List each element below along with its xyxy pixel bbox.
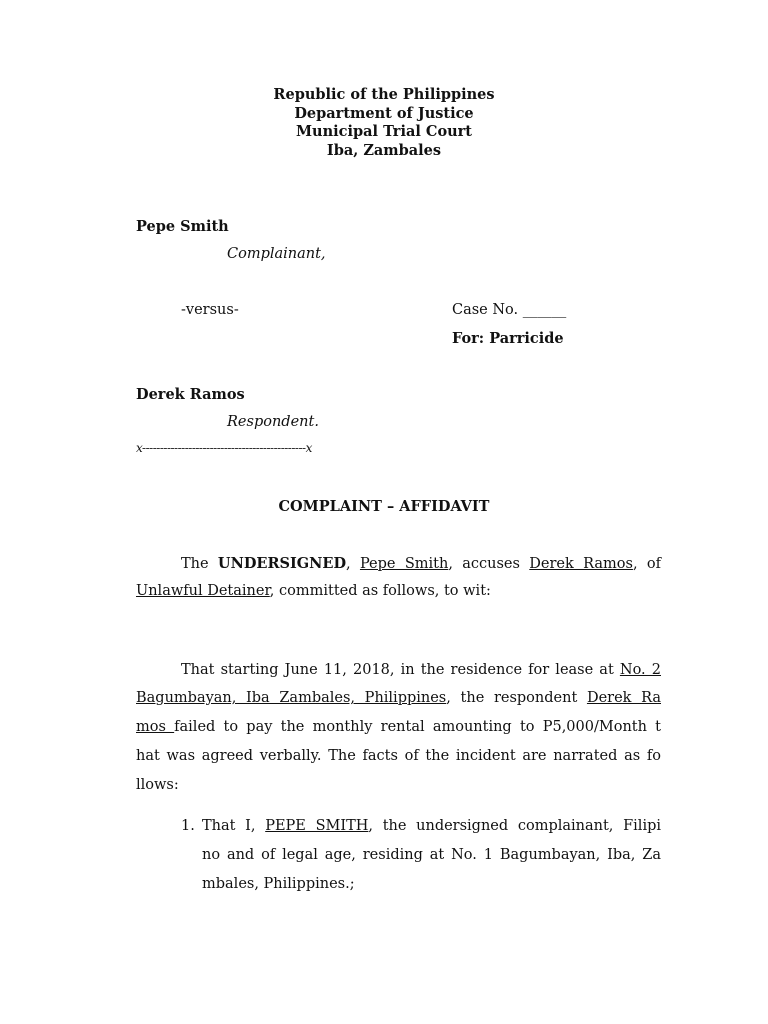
intro-offense: Unlawful Detainer (136, 583, 270, 599)
item-1-line-3: mbales, Philippines.; (202, 876, 355, 892)
header-republic: Republic of the Philippines (273, 86, 495, 103)
header-location: Iba, Zambales (326, 141, 442, 159)
complainant-name: Pepe Smith (136, 218, 229, 235)
court-header (0, 86, 768, 160)
facts-line-1: That starting June 11, 2018, in the residence for lease at No. 2 (181, 662, 661, 678)
item-1-line-1: That I, PEPE SMITH, the undersigned complainant, Filipi (202, 818, 661, 834)
case-number: Case No. ______ (452, 302, 567, 318)
respondent-role: Respondent. (227, 414, 319, 430)
item-1-line-2: no and of legal age, residing at No. 1 Bagumbayan, Iba, Za (202, 847, 661, 863)
lease-address: No. 2 (619, 662, 661, 678)
respondent-name: Derek Ramos (136, 386, 245, 403)
facts-line-3: mos failed to pay the monthly rental amounting to P5,000/Month t (136, 719, 661, 735)
intro-line-2: Unlawful Detainer, committed as follows, to wit: (136, 583, 491, 599)
facts-respondent-cont: mos (136, 719, 175, 735)
caption-separator: x----------------------------------------------x (136, 441, 312, 455)
header-court: Municipal Trial Court (296, 123, 472, 140)
complainant-role: Complainant, (227, 246, 326, 262)
versus-label: -versus- (181, 302, 239, 318)
document-title: COMPLAINT – AFFIDAVIT (278, 498, 490, 515)
case-offense: For: Parricide (452, 330, 564, 347)
facts-line-4: hat was agreed verbally. The facts of the incident are narrated as fo (136, 748, 661, 764)
facts-line-2: Bagumbayan, Iba Zambales, Philippines, the respondent Derek Ra (136, 690, 661, 706)
facts-line-5: llows: (136, 777, 179, 793)
intro-line-1: The UNDERSIGNED, Pepe Smith, accuses Derek Ramos, of (181, 555, 661, 572)
facts-respondent: Derek Ra (586, 690, 661, 706)
header-department: Department of Justice (294, 104, 474, 122)
item-1-number: 1. (181, 818, 195, 834)
item-1-name: PEPE SMITH (265, 818, 369, 834)
intro-respondent: Derek Ramos (529, 556, 633, 572)
intro-complainant: Pepe Smith (359, 556, 449, 572)
lease-address-cont: Bagumbayan, Iba Zambales, Philippines (136, 690, 447, 706)
undersigned-label: UNDERSIGNED (217, 555, 347, 572)
